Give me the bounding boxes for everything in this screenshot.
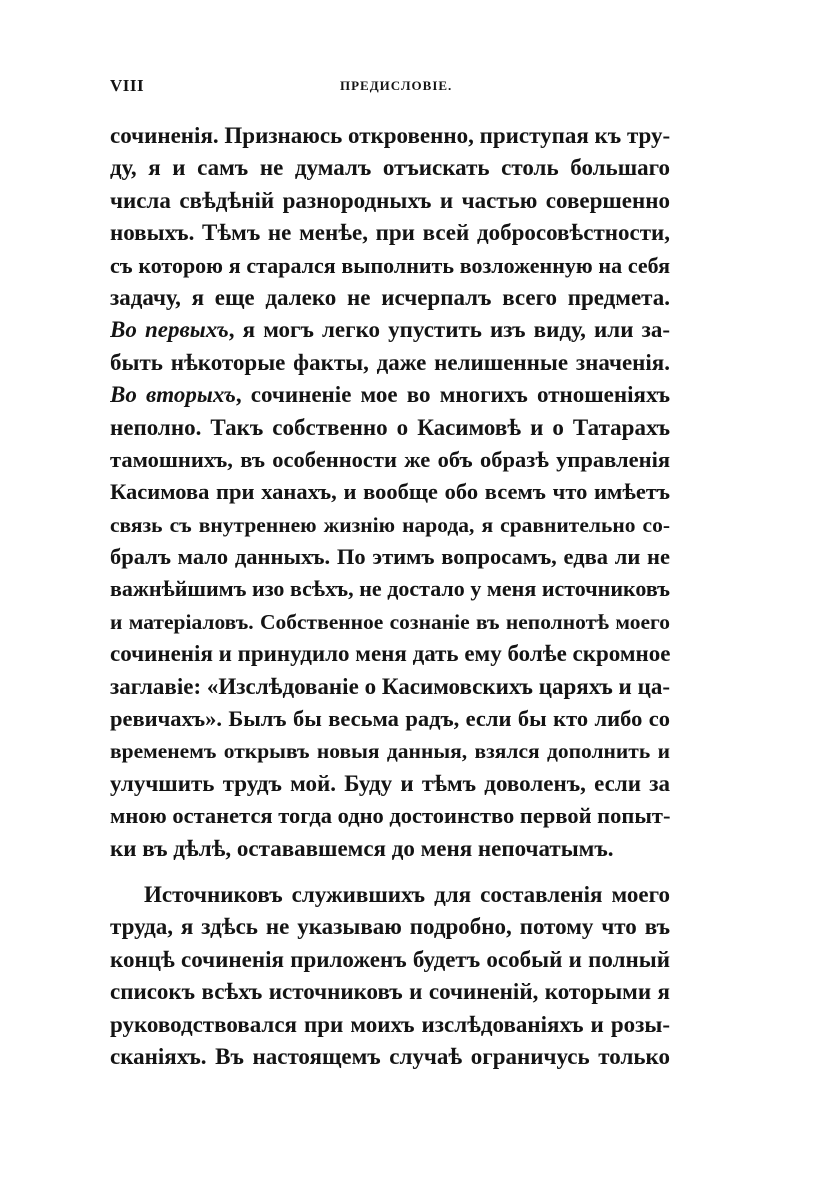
text-line: труда, я здѣсь не указываю подробно, потому что въ (110, 914, 670, 940)
text-line: связь съ внутреннею жизнію народа, я сравнительно со- (110, 512, 670, 537)
paragraph-2 (110, 879, 670, 1073)
text-line: ки въ дѣлѣ, остававшемся до меня непочатымъ. (110, 835, 614, 861)
text-line: тамошнихъ, въ особенности же объ образѣ управленія (110, 446, 670, 472)
text-line: заглавіе: «Изслѣдованіе о Касимовскихъ царяхъ и ца- (110, 673, 670, 699)
text-line (110, 379, 670, 411)
text-line: задачу, я еще далеко не исчерпалъ всего предмета. (110, 284, 670, 310)
text-fragment: , сочиненіе мое во многихъ отношеніяхъ (235, 382, 670, 408)
text-line: концѣ сочиненія приложенъ будетъ особый и полный (110, 946, 670, 972)
paragraph-1 (110, 120, 670, 865)
text-line: Касимова при ханахъ, и вообще обо всемъ что имѣетъ (110, 479, 670, 505)
text-line: руководствовался при моихъ изслѣдованіяхъ и розы- (110, 1011, 670, 1037)
text-fragment: , я могъ легко упустить изъ виду, или за- (228, 317, 670, 343)
text-line: ревичахъ». Былъ бы весьма радъ, если бы кто либо со (110, 706, 670, 732)
text-line: и матеріаловъ. Собственное сознаніе въ неполнотѣ моего (110, 609, 670, 634)
text-line: сканіяхъ. Въ настоящемъ случаѣ ограничусь только (110, 1043, 670, 1069)
italic-phrase: Во первыхъ (110, 317, 229, 343)
text-line: Источниковъ служившихъ для составленія моего (144, 881, 670, 907)
text-line (110, 314, 670, 346)
paragraph-gap (110, 865, 670, 879)
text-line: мною останется тогда одно достоинство первой попыт- (110, 803, 670, 829)
running-title: ПРЕДИСЛОВІЕ. (340, 78, 453, 93)
page-number: VIII (110, 76, 145, 95)
text-line: важнѣйшимъ изо всѣхъ, не достало у меня источниковъ (110, 576, 670, 602)
text-line: быть нѣкоторые факты, даже нелишенные значенія. (110, 349, 670, 375)
text-line: сочиненія. Признаюсь откровенно, приступая къ тру- (110, 123, 670, 148)
text-line: списокъ всѣхъ источниковъ и сочиненій, которыми я (110, 979, 670, 1005)
text-line: неполно. Такъ собственно о Касимовѣ и о Татарахъ (110, 414, 670, 440)
text-line: новыхъ. Тѣмъ не менѣе, при всей добросовѣстности, (110, 220, 670, 246)
text-line: бралъ мало данныхъ. По этимъ вопросамъ, едва ли не (110, 544, 670, 570)
text-line: улучшить трудъ мой. Буду и тѣмъ доволенъ, если за (110, 770, 670, 796)
text-line: числа свѣдѣній разнородныхъ и частью совершенно (110, 187, 670, 213)
text-line: сочиненія и принудило меня дать ему болѣе скромное (110, 641, 670, 667)
italic-phrase: Во вторыхъ (110, 382, 236, 408)
text-line: временемъ открывъ новыя данныя, взялся дополнить и (110, 739, 670, 764)
text-line: ду, я и самъ не думалъ отъискать столь большаго (110, 155, 670, 181)
text-line: съ которою я старался выполнить возложенную на себя (110, 252, 670, 278)
page-header (110, 76, 670, 100)
body-text (110, 120, 670, 1073)
